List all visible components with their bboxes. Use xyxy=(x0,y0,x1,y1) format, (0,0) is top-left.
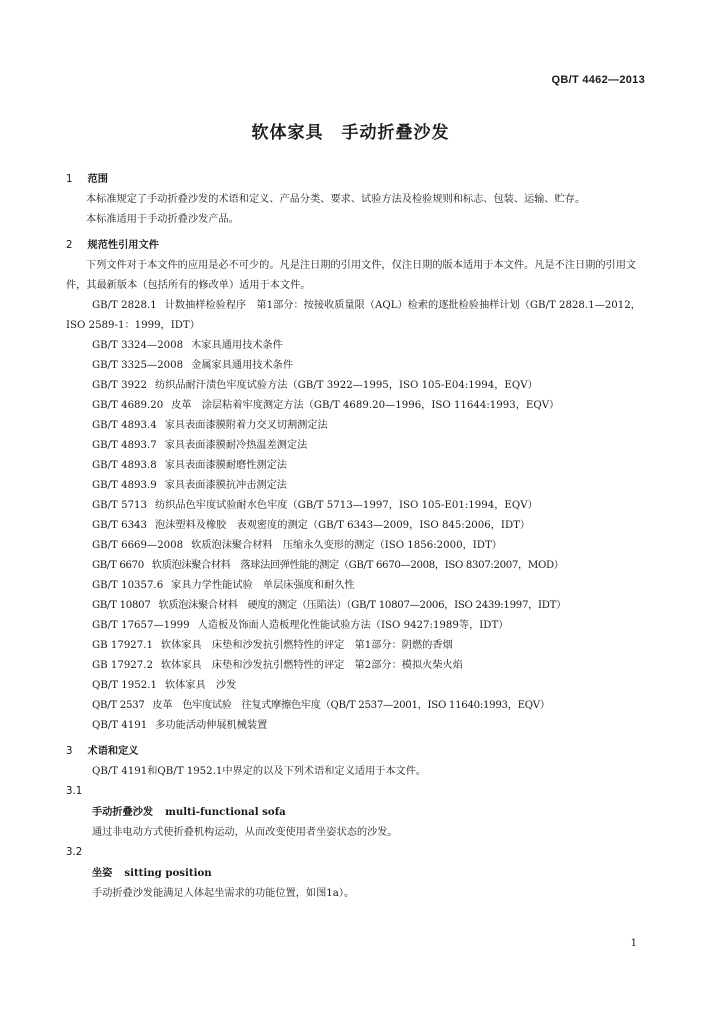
reference-item xyxy=(66,596,647,616)
reference-item xyxy=(66,716,647,736)
section-2-heading xyxy=(66,236,647,256)
section-title: 范围 xyxy=(87,174,108,185)
paragraph: 本标准规定了手动折叠沙发的术语和定义、产品分类、要求、试验方法及检验规则和标志、包装、运输、贮存。 xyxy=(86,194,586,205)
reference-code: QB/T 1952.1 xyxy=(92,680,157,691)
reference-item xyxy=(66,676,647,696)
reference-title: 家具表面漆膜耐冷热温差测定法 xyxy=(164,440,308,451)
reference-code: GB/T 6669—2008 xyxy=(92,540,184,551)
reference-title: 木家具通用技术条件 xyxy=(191,340,283,351)
paragraph: QB/T 4191和QB/T 1952.1中界定的以及下列术语和定义适用于本文件。 xyxy=(92,766,427,777)
reference-title: 人造板及饰面人造板理化性能试验方法（ISO 9427:1989等，IDT） xyxy=(197,620,509,631)
reference-title: 家具力学性能试验 单层床强度和耐久性 xyxy=(171,580,355,591)
reference-title: 软质泡沫聚合材料 硬度的测定（压陷法）（GB/T 10807—2006，ISO 2439:1997，IDT） xyxy=(158,600,566,611)
reference-item xyxy=(66,536,647,556)
reference-item xyxy=(66,576,647,596)
reference-item xyxy=(66,696,647,716)
page-number: 1 xyxy=(630,938,637,949)
term-english: multi-functional sofa xyxy=(165,806,286,818)
document-title: 软体家具 手动折叠沙发 xyxy=(251,123,450,143)
reference-code: GB/T 4893.7 xyxy=(92,440,157,451)
reference-title: 软体家具 床垫和沙发抗引燃特性的评定 第2部分：模拟火柴火焰 xyxy=(161,660,463,671)
reference-code: GB/T 10807 xyxy=(92,600,151,611)
reference-item xyxy=(66,436,647,456)
term-english: sitting position xyxy=(124,867,212,879)
reference-code: GB/T 4893.4 xyxy=(92,420,157,431)
term-number: 3.1 xyxy=(66,786,83,797)
reference-code: GB/T 17657—1999 xyxy=(92,620,190,631)
document-body xyxy=(66,170,647,904)
reference-code: GB/T 3922 xyxy=(92,380,148,391)
reference-title: 多功能活动伸展机械装置 xyxy=(155,720,268,731)
reference-item xyxy=(66,656,647,676)
reference-code: GB/T 6343 xyxy=(92,520,148,531)
reference-title: 泡沫塑料及橡胶 表观密度的测定（GB/T 6343—2009，ISO 845:2006，IDT） xyxy=(155,520,531,531)
reference-code: QB/T 2537 xyxy=(92,700,145,711)
reference-code: GB/T 3324—2008 xyxy=(92,340,184,351)
term-heading xyxy=(66,863,647,884)
reference-code: GB/T 4893.9 xyxy=(92,480,157,491)
section-number: 1 xyxy=(66,174,73,185)
section-1-heading xyxy=(66,170,647,190)
reference-title: 纺织品耐汗渍色牢度试验方法（GB/T 3922—1995，ISO 105-E04:1994，EQV） xyxy=(155,380,538,391)
document-code: QB/T 4462—2013 xyxy=(551,74,645,86)
term-heading xyxy=(66,802,647,823)
term-chinese: 手动折叠沙发 xyxy=(92,807,154,818)
reference-code: GB 17927.1 xyxy=(92,640,153,651)
reference-title: 家具表面漆膜耐磨性测定法 xyxy=(164,460,287,471)
paragraph: 本标准适用于手动折叠沙发产品。 xyxy=(86,214,239,225)
reference-item xyxy=(66,376,647,396)
term-definition: 手动折叠沙发能满足人体起坐需求的功能位置，如图1a）。 xyxy=(92,888,355,899)
term-chinese: 坐姿 xyxy=(92,868,113,879)
reference-item xyxy=(66,396,647,416)
reference-title: 家具表面漆膜抗冲击测定法 xyxy=(164,480,287,491)
reference-item xyxy=(66,556,647,576)
reference-title: 皮革 色牢度试验 往复式摩擦色牢度（QB/T 2537—2001，ISO 11640:1993，EQV） xyxy=(152,700,550,711)
reference-code: GB/T 4689.20 xyxy=(92,400,164,411)
reference-title: 皮革 涂层粘着牢度测定方法（GB/T 4689.20—1996，ISO 11644:1993，EQV） xyxy=(171,400,560,411)
reference-item xyxy=(66,356,647,376)
reference-title: 软体家具 床垫和沙发抗引燃特性的评定 第1部分：阴燃的香烟 xyxy=(161,640,453,651)
reference-item xyxy=(66,516,647,536)
section-title: 规范性引用文件 xyxy=(87,240,159,251)
reference-title: 软质泡沫聚合材料 压缩永久变形的测定（ISO 1856:2000，IDT） xyxy=(191,540,502,551)
reference-item xyxy=(66,416,647,436)
reference-title: 纺织品色牢度试验耐水色牢度（GB/T 5713—1997，ISO 105-E01:1994，EQV） xyxy=(155,500,538,511)
reference-item xyxy=(66,476,647,496)
section-number: 2 xyxy=(66,240,73,251)
reference-title: 家具表面漆膜附着力交叉切割测定法 xyxy=(164,420,328,431)
reference-code: GB 17927.2 xyxy=(92,660,153,671)
reference-item xyxy=(66,496,647,516)
reference-code: GB/T 3325—2008 xyxy=(92,360,184,371)
section-3-heading xyxy=(66,742,647,762)
reference-item xyxy=(66,296,647,336)
reference-item xyxy=(66,336,647,356)
section-title: 术语和定义 xyxy=(87,746,139,757)
reference-item xyxy=(66,616,647,636)
reference-code: GB/T 2828.1 xyxy=(92,300,157,311)
reference-title: 软质泡沫聚合材料 落球法回弹性能的测定（GB/T 6670—2008，ISO 8307:2007，MOD） xyxy=(151,560,564,571)
reference-code: GB/T 10357.6 xyxy=(92,580,164,591)
reference-code: QB/T 4191 xyxy=(92,720,148,731)
reference-list xyxy=(66,296,647,736)
reference-code: GB/T 4893.8 xyxy=(92,460,157,471)
reference-item xyxy=(66,456,647,476)
reference-code: GB/T 5713 xyxy=(92,500,148,511)
section-number: 3 xyxy=(66,746,73,757)
reference-title: 计数抽样检验程序 第1部分：按接收质量限（AQL）检索的逐批检验抽样计划（GB/T 2828.1—2012，ISO 2589-1：1999，IDT） xyxy=(66,300,641,331)
term-definition: 通过非电动方式使折叠机构运动，从而改变使用者坐姿状态的沙发。 xyxy=(92,827,398,838)
reference-title: 金属家具通用技术条件 xyxy=(191,360,294,371)
reference-item xyxy=(66,636,647,656)
term-number: 3.2 xyxy=(66,847,83,858)
reference-code: GB/T 6670 xyxy=(92,560,144,571)
paragraph: 下列文件对于本文件的应用是必不可少的。凡是注日期的引用文件，仅注日期的版本适用于本文件。凡是不注日期的引用文件，其最新版本（包括所有的修改单）适用于本文件。 xyxy=(66,260,637,291)
reference-title: 软体家具 沙发 xyxy=(164,680,237,691)
